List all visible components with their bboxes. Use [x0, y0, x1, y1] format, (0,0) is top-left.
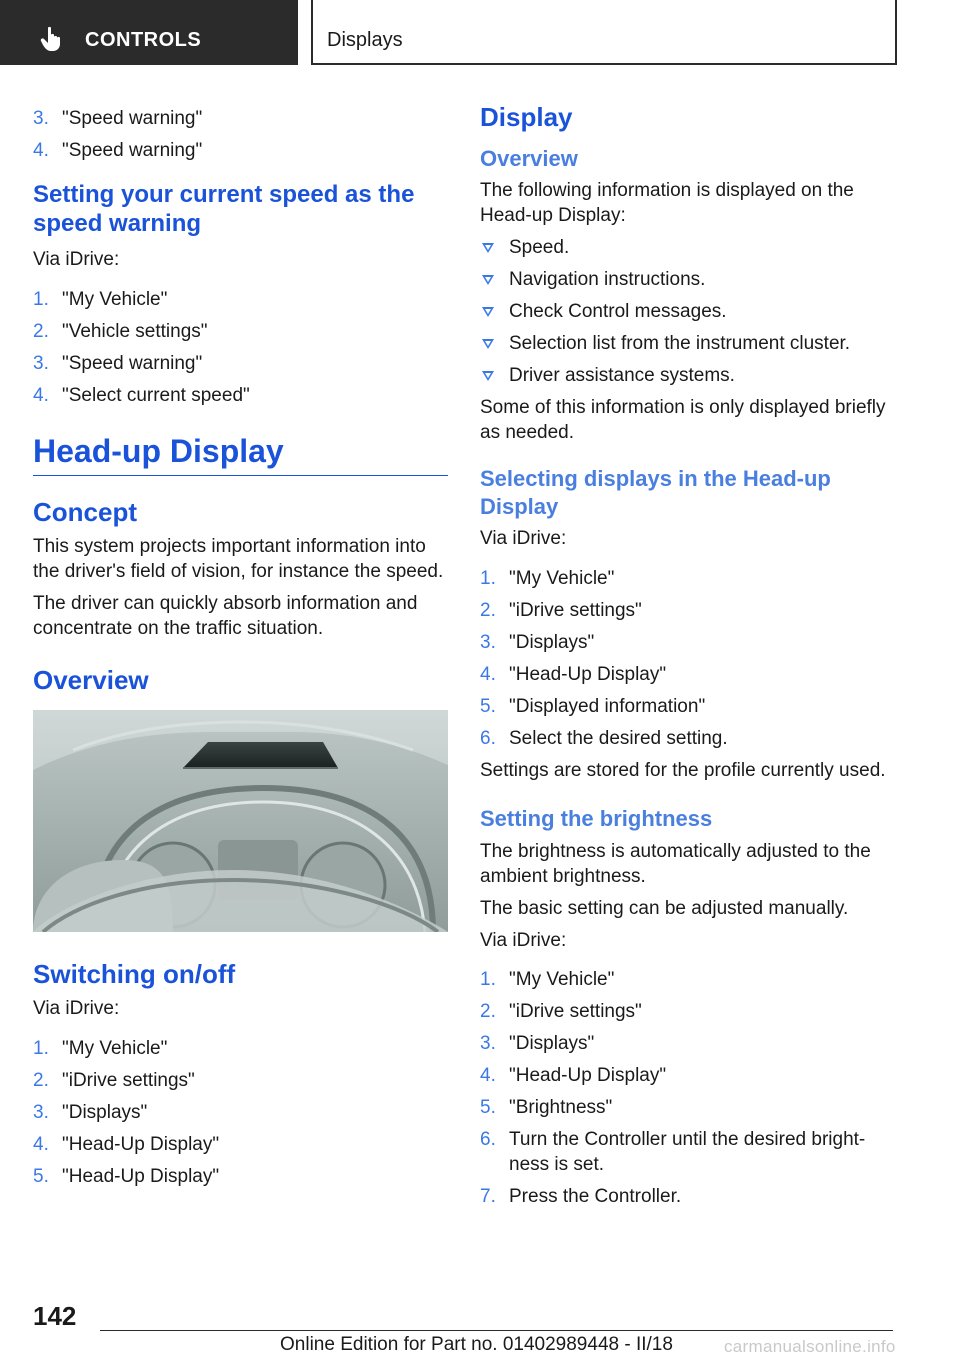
footer-divider [100, 1330, 893, 1331]
page-number: 142 [33, 1301, 77, 1331]
hud-title-block [33, 433, 448, 477]
list-item: 5. "Displayed information" [480, 696, 706, 718]
via-idrive-text: Via iDrive: [33, 998, 120, 1020]
top-list [33, 106, 448, 163]
list-item: 6. Select the desired setting. [480, 728, 728, 750]
right-column [480, 100, 892, 1216]
via-idrive-text: Via iDrive: [33, 248, 120, 270]
list-item: 6. Turn the Controller until the desired bright‐ness is set. [480, 1128, 866, 1175]
hud-dashboard-image [33, 710, 448, 932]
list-item: Check Control messages. [480, 299, 892, 324]
overview-intro: The following information is displayed on the Head-up Display: [480, 180, 854, 227]
concept-heading: Concept [33, 497, 137, 528]
triangle-bullet-icon [482, 275, 494, 285]
list-item: 4. "Head-Up Display" [33, 1134, 220, 1156]
list-item: 4. "Speed warning" [33, 140, 203, 161]
section-tab [0, 0, 298, 65]
section-label: CONTROLS [85, 29, 202, 51]
list-item: 1. "My Vehicle" [33, 288, 168, 310]
list-item: Speed. [480, 235, 892, 260]
brightness-steps [480, 967, 892, 1209]
list-item: 3. "Speed warning" [33, 352, 203, 374]
concept-paragraph-1: This system projects important information into the driver's field of vision, for instance the speed. [33, 536, 444, 583]
list-item: 4. "Select current speed" [33, 384, 250, 406]
hud-title: Head-up Display [33, 432, 284, 469]
overview-note: Some of this information is only displayed briefly as needed. [480, 397, 886, 444]
watermark: carmanualsonline.info [724, 1337, 896, 1356]
list-item: Driver assistance systems. [480, 363, 892, 388]
selecting-heading: Selecting displays in the Head-up Display [480, 466, 831, 519]
setting-speed-steps [33, 287, 448, 408]
list-item: 1. "My Vehicle" [33, 1038, 168, 1060]
overview-bullets [480, 235, 892, 388]
list-item: 4. "Head-Up Display" [480, 664, 667, 686]
list-item: 3. "Displays" [480, 632, 595, 654]
triangle-bullet-icon [482, 371, 494, 381]
list-item: 2. "iDrive settings" [33, 1070, 195, 1092]
triangle-bullet-icon [482, 243, 494, 253]
edition-text: Online Edition for Part no. 01402989448 - II/18 [280, 1334, 673, 1355]
list-item: 7. Press the Controller. [480, 1185, 682, 1207]
selecting-note: Settings are stored for the profile currently used. [480, 760, 886, 782]
list-item: Selection list from the instrument cluster. [480, 331, 892, 356]
display-heading: Display [480, 102, 573, 132]
setting-speed-heading: Setting your current speed as the speed warning [33, 181, 415, 237]
list-item: 3. "Displays" [480, 1032, 595, 1054]
concept-paragraph-2: The driver can quickly absorb information and concentrate on the traffic situation. [33, 593, 418, 640]
triangle-bullet-icon [482, 339, 494, 349]
left-column [33, 100, 448, 1196]
overview-subheading: Overview [480, 145, 578, 171]
list-item: Navigation instructions. [480, 267, 892, 292]
page-topic: Displays [327, 29, 403, 51]
via-idrive-text: Via iDrive: [480, 528, 567, 550]
brightness-paragraph-1: The brightness is automatically adjusted to the ambient brightness. [480, 840, 871, 887]
triangle-bullet-icon [482, 307, 494, 317]
list-item: 2. "Vehicle settings" [33, 320, 208, 342]
selecting-steps [480, 566, 892, 751]
list-item: 2. "iDrive settings" [480, 600, 642, 622]
list-item: 5. "Brightness" [480, 1096, 613, 1118]
list-item: 4. "Head-Up Display" [480, 1064, 667, 1086]
overview-heading: Overview [33, 665, 149, 696]
brightness-paragraph-2: The basic setting can be adjusted manually. [480, 897, 849, 919]
switching-heading: Switching on/off [33, 959, 236, 990]
list-item: 3. "Displays" [33, 1102, 148, 1124]
list-item: 2. "iDrive settings" [480, 1000, 642, 1022]
list-item: 1. "My Vehicle" [480, 568, 615, 590]
via-idrive-text: Via iDrive: [480, 929, 567, 951]
list-item: 3. "Speed warning" [33, 108, 203, 129]
page-topic-box [311, 0, 897, 65]
switching-steps [33, 1036, 448, 1189]
list-item: 1. "My Vehicle" [480, 968, 615, 990]
hand-pointer-icon [40, 26, 64, 52]
list-item: 5. "Head-Up Display" [33, 1166, 220, 1188]
brightness-heading: Setting the brightness [480, 806, 713, 832]
